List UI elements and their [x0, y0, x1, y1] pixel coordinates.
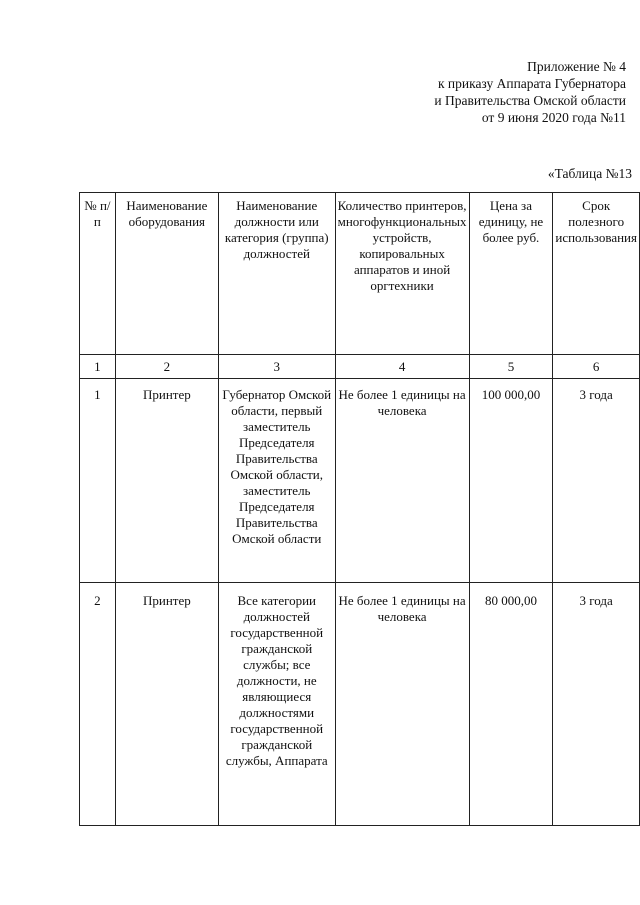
header-line-appendix: Приложение № 4: [527, 59, 626, 74]
table-row: [80, 379, 640, 583]
header-line-order: к приказу Аппарата Губернатора: [437, 76, 626, 91]
header-equipment: Наименование оборудования: [115, 193, 218, 355]
column-number-row: [80, 355, 640, 379]
cell-number: 2: [80, 583, 116, 826]
column-number: 4: [335, 355, 469, 379]
column-number: 1: [80, 355, 116, 379]
column-number: 3: [218, 355, 335, 379]
table-caption: «Таблица №13: [547, 166, 632, 181]
cell-service-life: 3 года: [553, 379, 640, 583]
cell-quantity: Не более 1 единицы на человека: [335, 583, 469, 826]
header-line-government: и Правительства Омской области: [434, 93, 626, 108]
table-header-row: [80, 193, 640, 355]
column-number: 6: [553, 355, 640, 379]
column-number: 5: [469, 355, 553, 379]
header-number: № п/п: [80, 193, 116, 355]
cell-service-life: 3 года: [553, 583, 640, 826]
cell-number: 1: [80, 379, 116, 583]
header-price: Цена за единицу, не более руб.: [469, 193, 553, 355]
cell-position: Все категории должностей государственной гражданской службы; все должности, не являющиеся должностями государственной гражданской службы, Аппарата: [218, 583, 335, 826]
cell-quantity: Не более 1 единицы на человека: [335, 379, 469, 583]
header-service-life: Срок полезного использования: [553, 193, 640, 355]
cell-price: 100 000,00: [469, 379, 553, 583]
cell-price: 80 000,00: [469, 583, 553, 826]
header-line-date: от 9 июня 2020 года №11: [481, 110, 626, 125]
table-row: [80, 583, 640, 826]
equipment-table: [79, 192, 640, 826]
column-number: 2: [115, 355, 218, 379]
cell-equipment: Принтер: [115, 379, 218, 583]
cell-equipment: Принтер: [115, 583, 218, 826]
header-quantity: Количество принтеров, многофункциональных устройств, копировальных аппаратов и иной оргтехники: [335, 193, 469, 355]
document-header: [434, 58, 626, 126]
header-position: Наименование должности или категория (группа) должностей: [218, 193, 335, 355]
cell-position: Губернатор Омской области, первый заместитель Председателя Правительства Омской области, заместитель Председателя Правительства Омской области: [218, 379, 335, 583]
